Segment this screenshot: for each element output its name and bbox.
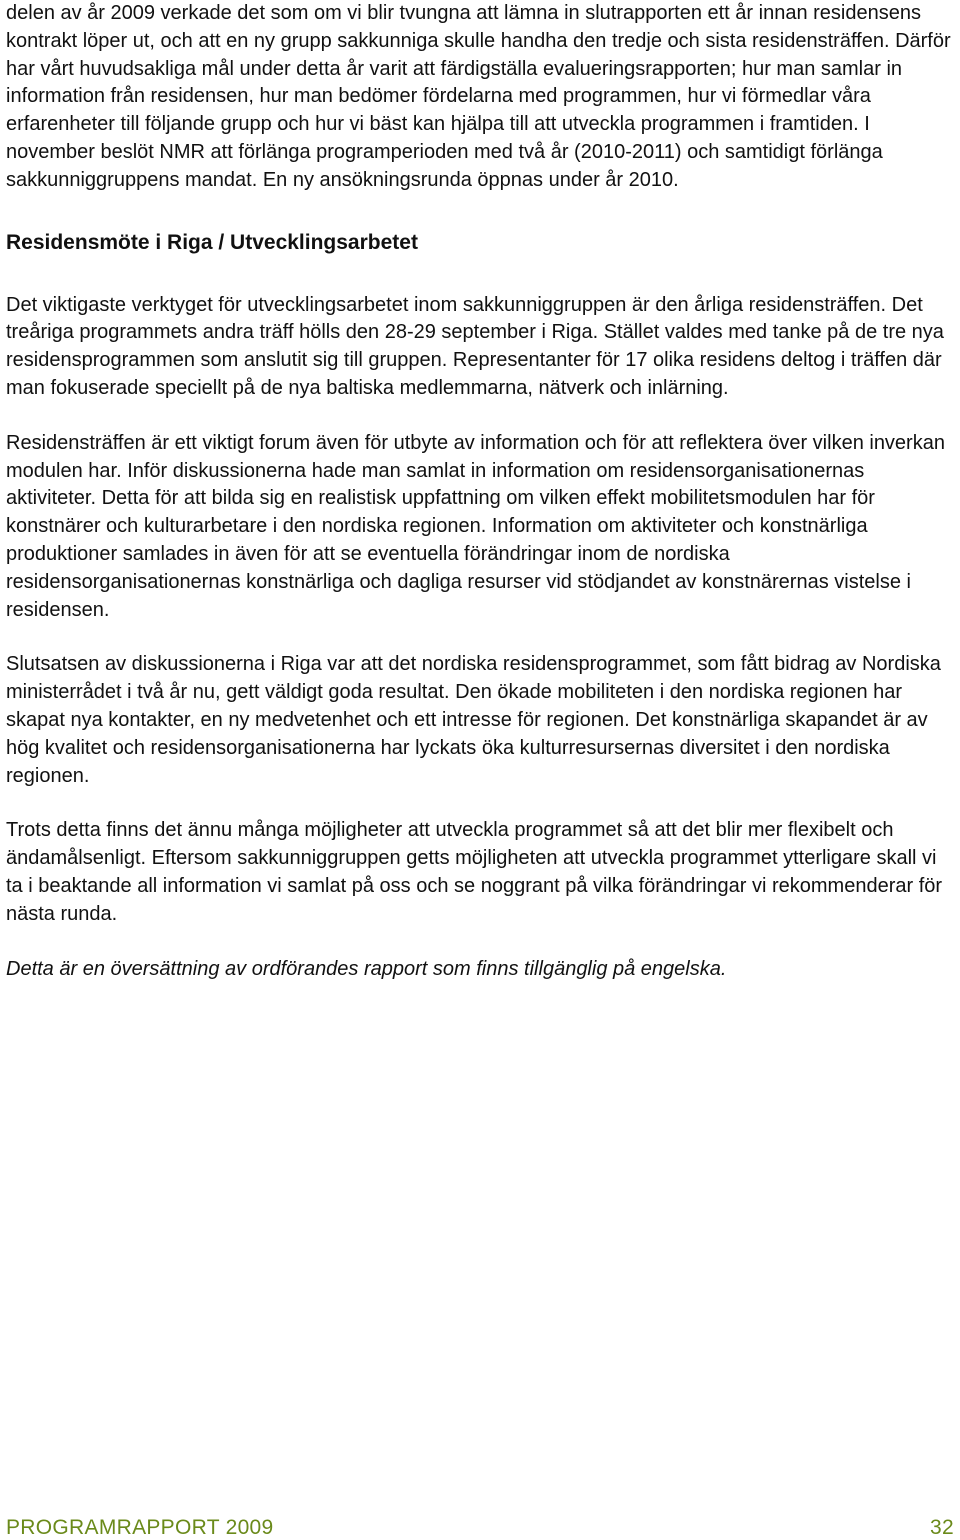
document-body: [6, 0, 956, 983]
paragraph-utveckling: Trots detta finns det ännu många möjligheter att utveckla programmet så att det blir mer flexibelt och ändamålsenligt. Eftersom sakkunniggruppen getts möjligheten att utveckla programmet ytterligare skall vi ta i beaktande all information vi samlat på oss och se noggrant på vilka förändringar vi rekommenderar för nästa runda.: [6, 819, 943, 925]
paragraph-residensmote: Det viktigaste verktyget för utvecklingsarbetet inom sakkunniggruppen är den årliga residensträffen. Det treåriga programmets andra träff hölls den 28-29 september i Riga. Stället valdes med tanke på de tre nya residensprogrammen som anslutit sig till gruppen. Representanter för 17 olika residens deltog i träffen där man fokuserade speciellt på de nya baltiska medlemmarna, nätverk och inlärning.: [6, 293, 944, 399]
section-heading: Residensmöte i Riga / Utvecklingsarbetet: [6, 230, 418, 254]
page-number: 32: [930, 1516, 954, 1539]
paragraph-translation-note: Detta är en översättning av ordförandes rapport som finns tillgänglig på engelska.: [6, 957, 727, 980]
footer-title: PROGRAMRAPPORT 2009: [6, 1516, 274, 1539]
paragraph-intro: delen av år 2009 verkade det som om vi blir tvungna att lämna in slutrapporten ett år innan residensens kontrakt löper ut, och att en ny grupp sakkunniga skulle handha den tredje och sista residensträffen. Därför har vårt huvudsakliga mål under detta år varit att färdigställa evalueringsrapporten; hur man samlar in information från residensen, hur man bedömer fördelarna med programmen, hur vi förmedlar våra erfarenheter till följande grupp och hur vi bäst kan hjälpa till att utveckla programmen i framtiden. I november beslöt NMR att förlänga programperioden med två år (2010-2011) och samtidigt förlänga sakkunniggruppens mandat. En ny ansökningsrunda öppnas under år 2010.: [6, 2, 951, 191]
paragraph-slutsats: Slutsatsen av diskussionerna i Riga var att det nordiska residensprogrammet, som fått bidrag av Nordiska ministerrådet i två år nu, gett väldigt goda resultat. Den ökade mobiliteten i den nordiska regionen har skapat nya kontakter, en ny medvetenhet och ett intresse för regionen. Det konstnärliga skapandet är av hög kvalitet och residensorganisationerna har lyckats öka kulturresursernas diversitet i den nordiska regionen.: [6, 653, 941, 787]
page-footer: [6, 1510, 954, 1540]
paragraph-forum: Residensträffen är ett viktigt forum även för utbyte av information och för att reflektera över vilken inverkan modulen har. Inför diskussionerna hade man samlat in information om residensorganisationernas aktiviteter. Detta för att bilda sig en realistisk uppfattning om vilken effekt mobilitetsmodulen har för konstnärer och kulturarbetare i den nordiska regionen. Information om aktiviteter och konstnärliga produktioner samlades in även för att se eventuella förändringar inom de nordiska residensorganisationernas konstnärliga och dagliga resurser vid stödjandet av konstnärernas vistelse i residensen.: [6, 431, 945, 621]
